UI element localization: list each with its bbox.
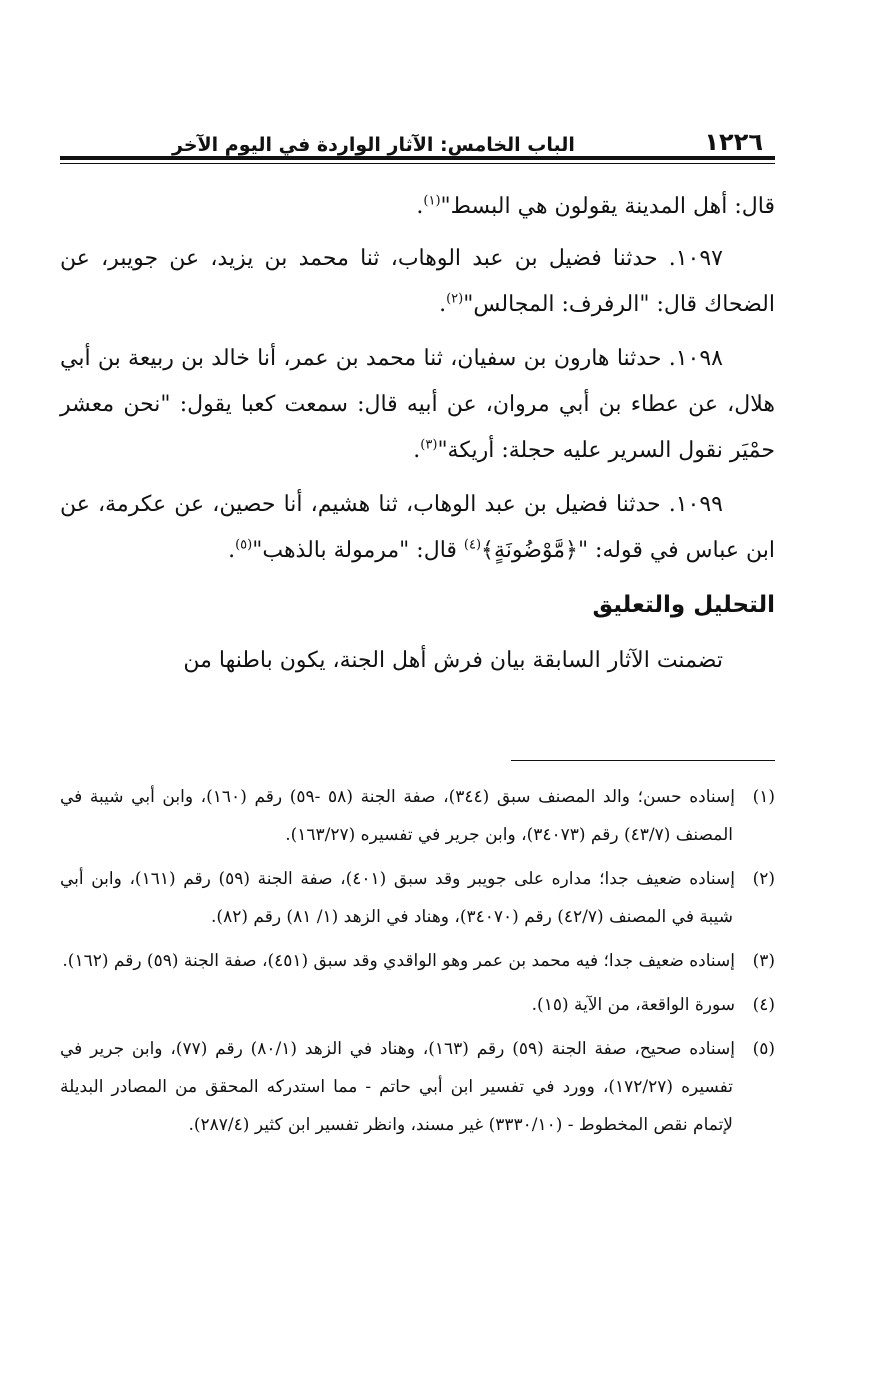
footnote-ref[interactable]: (٣) [420, 437, 438, 453]
footnote-separator [511, 760, 775, 761]
page-number: ١٢٢٦ [704, 128, 763, 156]
running-title: الباب الخامس: الآثار الواردة في اليوم الآخر [172, 134, 575, 156]
analysis-paragraph: تضمنت الآثار السابقة بيان فرش أهل الجنة، يكون باطنها من [183, 648, 723, 673]
footnote-text: سورة الواقعة، من الآية (١٥). [531, 995, 735, 1015]
header-rule-thin [60, 163, 775, 164]
book-page [60, 0, 775, 1389]
footnote-ref[interactable]: (٤) [463, 537, 482, 553]
page-header [60, 112, 775, 156]
footnote-text: إسناده صحيح، صفة الجنة (٥٩) رقم (١٦٣)، وهناد في الزهد (٨٠/١) رقم (٧٧)، وابن جرير في تفسيره (١٧٢/٢٧)، وورد في تفسير ابن أبي حاتم - مما استدركه المحقق من المصادر البديلة لإتمام نقص المخطوط - (٣٣٣٠/١٠) غير مسند، وانظر تفسير ابن كثير (٢٨٧/٤). [60, 1039, 735, 1135]
footnote-number: (٤) [752, 995, 775, 1015]
footnote-2 [60, 860, 775, 936]
narration-1098: ١٠٩٨. حدثنا هارون بن سفيان، ثنا محمد بن عمر، أنا خالد بن ربيعة بن أبي هلال، عن عطاء بن أبي مروان، عن أبيه قال: سمعت كعبا يقول: "نحن معشر حمْيَر نقول السرير عليه حجلة: أريكة"$^{(٣)}$. [60, 346, 775, 463]
narration-1097: ١٠٩٧. حدثنا فضيل بن عبد الوهاب، ثنا محمد بن يزيد، عن جويبر، عن الضحاك قال: "الرفرف: المجالس"$^{(٢)}$. [60, 246, 775, 317]
narration-1099: ١٠٩٩. حدثنا فضيل بن عبد الوهاب، ثنا هشيم، أنا حصين، عن عكرمة، عن ابن عباس في قوله: "﴿مَّوْضُونَةٍ﴾$^{(٤)}$ قال: "مرمولة بالذهب"$^{(٥)}$. [60, 492, 775, 563]
footnote-5 [60, 1030, 775, 1144]
header-rule [60, 156, 775, 160]
footnote-ref[interactable]: (٥) [235, 537, 253, 553]
footnote-4 [60, 986, 775, 1024]
footnote-text: إسناده حسن؛ والد المصنف سبق (٣٤٤)، صفة الجنة (٥٨ -٥٩) رقم (١٦٠)، وابن أبي شيبة في المصنف (٤٣/٧) رقم (٣٤٠٧٣)، وابن جرير في تفسيره (١٦٣/٢٧). [60, 787, 735, 845]
footnote-number: (٥) [752, 1039, 775, 1059]
footnote-text: إسناده ضعيف جدا؛ فيه محمد بن عمر وهو الواقدي وقد سبق (٤٥١)، صفة الجنة (٥٩) رقم (١٦٢). [62, 951, 735, 971]
footnote-3 [60, 942, 775, 980]
footnote-1 [60, 778, 775, 854]
footnote-number: (١) [752, 787, 775, 807]
footnote-ref[interactable]: (٢) [446, 291, 464, 307]
section-heading: التحليل والتعليق [592, 592, 775, 618]
footnote-ref[interactable]: (١) [423, 193, 441, 209]
main-text [60, 184, 775, 692]
footnote-number: (٢) [752, 869, 775, 889]
continuation-paragraph: قال: أهل المدينة يقولون هي البسط"$^{(١)}$. [416, 193, 775, 219]
footnotes [60, 778, 775, 1150]
footnote-number: (٣) [752, 951, 775, 971]
footnote-text: إسناده ضعيف جدا؛ مداره على جويبر وقد سبق (٤٠١)، صفة الجنة (٥٩) رقم (١٦١)، وابن أبي شيبة في المصنف (٤٢/٧) رقم (٣٤٠٧٠)، وهناد في الزهد (١/ ٨١) رقم (٨٢). [60, 869, 735, 927]
